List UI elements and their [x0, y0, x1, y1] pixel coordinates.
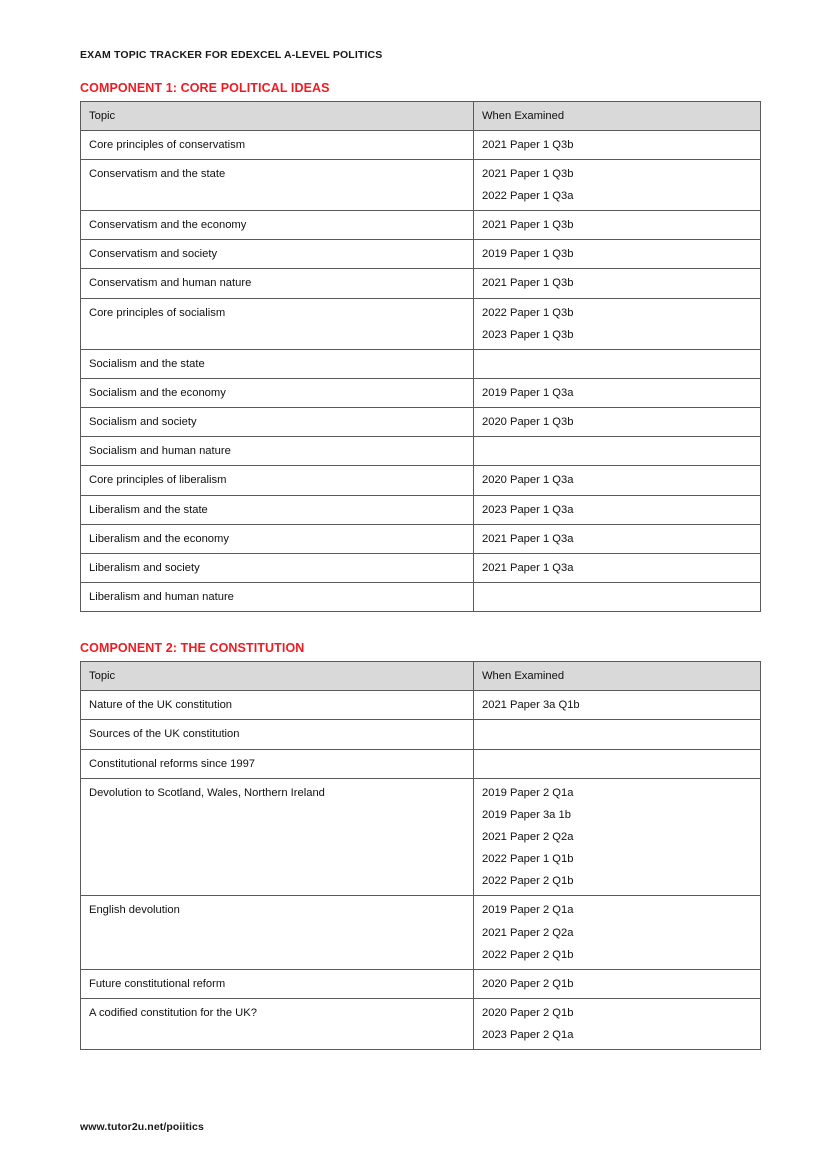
when-examined-entry: 2021 Paper 2 Q2a	[482, 926, 574, 939]
topic-cell: Conservatism and society	[81, 240, 474, 269]
table-row	[81, 466, 761, 495]
table-row	[81, 998, 761, 1049]
column-header-when-examined: When Examined	[474, 101, 761, 130]
table-row	[81, 691, 761, 720]
component-heading: COMPONENT 2: THE CONSTITUTION	[80, 641, 305, 656]
table-row	[81, 269, 761, 298]
topic-cell: Socialism and society	[81, 408, 474, 437]
table-row	[81, 896, 761, 969]
when-examined-entry: 2021 Paper 1 Q3b	[482, 219, 574, 232]
when-examined-cell	[474, 269, 761, 298]
topic-cell: Conservatism and the economy	[81, 211, 474, 240]
footer-url: www.tutor2u.net/poiitics	[80, 1121, 204, 1133]
when-examined-cell	[474, 998, 761, 1049]
table-row	[81, 969, 761, 998]
topic-cell: Liberalism and the economy	[81, 524, 474, 553]
when-examined-entry: 2023 Paper 2 Q1a	[482, 1029, 574, 1042]
table-row	[81, 437, 761, 466]
when-examined-entry: 2022 Paper 2 Q1b	[482, 948, 574, 961]
when-examined-entry: 2022 Paper 1 Q3a	[482, 190, 574, 203]
table-row	[81, 130, 761, 159]
when-examined-entry: 2020 Paper 1 Q3b	[482, 416, 574, 429]
when-examined-entry: 2019 Paper 1 Q3a	[482, 387, 574, 399]
when-examined-empty	[482, 725, 753, 743]
when-examined-cell	[474, 130, 761, 159]
section-spacer	[80, 612, 760, 641]
topic-cell: Conservatism and the state	[81, 159, 474, 210]
when-examined-empty	[482, 588, 753, 606]
table-header-row	[81, 662, 761, 691]
when-examined-entry: 2019 Paper 2 Q1a	[482, 904, 574, 917]
when-examined-entry: 2019 Paper 1 Q3b	[482, 248, 574, 261]
topic-cell: Liberalism and human nature	[81, 582, 474, 611]
topic-cell: Nature of the UK constitution	[81, 691, 474, 720]
table-row	[81, 240, 761, 269]
when-examined-entry: 2021 Paper 1 Q3a	[482, 532, 574, 545]
table-row	[81, 720, 761, 749]
table-row	[81, 582, 761, 611]
exam-topic-table	[80, 661, 761, 1050]
topic-cell: Devolution to Scotland, Wales, Northern Ireland	[81, 778, 474, 896]
when-examined-entry: 2019 Paper 2 Q1a	[482, 786, 574, 799]
when-examined-cell	[474, 466, 761, 495]
when-examined-entry: 2022 Paper 1 Q3b	[482, 306, 574, 319]
when-examined-cell	[474, 437, 761, 466]
when-examined-entry: 2023 Paper 1 Q3b	[482, 328, 574, 341]
table-row	[81, 159, 761, 210]
when-examined-empty	[482, 355, 753, 373]
table-row	[81, 298, 761, 349]
when-examined-empty	[482, 442, 753, 460]
when-examined-cell	[474, 969, 761, 998]
topic-cell: Core principles of liberalism	[81, 466, 474, 495]
column-header-topic: Topic	[81, 101, 474, 130]
when-examined-entry: 2020 Paper 1 Q3a	[482, 474, 574, 487]
table-row	[81, 749, 761, 778]
when-examined-cell	[474, 408, 761, 437]
exam-topic-table	[80, 101, 761, 613]
when-examined-entry: 2021 Paper 2 Q2a	[482, 830, 574, 843]
topic-cell: Sources of the UK constitution	[81, 720, 474, 749]
when-examined-entry: 2021 Paper 1 Q3b	[482, 167, 574, 180]
when-examined-cell	[474, 582, 761, 611]
table-row	[81, 408, 761, 437]
when-examined-entry: 2020 Paper 2 Q1b	[482, 977, 574, 990]
column-header-when-examined: When Examined	[474, 662, 761, 691]
when-examined-entry: 2023 Paper 1 Q3a	[482, 503, 574, 516]
when-examined-cell	[474, 159, 761, 210]
when-examined-entry: 2021 Paper 1 Q3b	[482, 277, 574, 290]
table-row	[81, 553, 761, 582]
when-examined-entry: 2019 Paper 3a 1b	[482, 808, 571, 821]
topic-cell: Future constitutional reform	[81, 969, 474, 998]
when-examined-cell	[474, 211, 761, 240]
when-examined-entry: 2022 Paper 2 Q1b	[482, 875, 574, 888]
topic-cell: Socialism and human nature	[81, 437, 474, 466]
table-row	[81, 778, 761, 896]
when-examined-cell	[474, 720, 761, 749]
when-examined-cell	[474, 749, 761, 778]
when-examined-cell	[474, 240, 761, 269]
column-header-topic: Topic	[81, 662, 474, 691]
when-examined-cell	[474, 778, 761, 896]
topic-cell: English devolution	[81, 896, 474, 969]
when-examined-cell	[474, 691, 761, 720]
table-header-row	[81, 101, 761, 130]
topic-cell: Liberalism and the state	[81, 495, 474, 524]
topic-cell: Conservatism and human nature	[81, 269, 474, 298]
table-row	[81, 495, 761, 524]
topic-cell: Core principles of socialism	[81, 298, 474, 349]
when-examined-cell	[474, 349, 761, 378]
when-examined-entry: 2021 Paper 1 Q3a	[482, 561, 574, 574]
when-examined-cell	[474, 524, 761, 553]
when-examined-entry: 2021 Paper 3a Q1b	[482, 699, 580, 712]
topic-cell: A codified constitution for the UK?	[81, 998, 474, 1049]
topic-cell: Core principles of conservatism	[81, 130, 474, 159]
table-row	[81, 349, 761, 378]
topic-cell: Constitutional reforms since 1997	[81, 749, 474, 778]
table-row	[81, 211, 761, 240]
when-examined-entry: 2021 Paper 1 Q3b	[482, 138, 574, 151]
when-examined-cell	[474, 379, 761, 408]
when-examined-cell	[474, 495, 761, 524]
when-examined-empty	[482, 755, 753, 773]
topic-cell: Socialism and the economy	[81, 379, 474, 408]
sections-container	[80, 81, 760, 1051]
when-examined-entry: 2022 Paper 1 Q1b	[482, 853, 574, 866]
when-examined-cell	[474, 896, 761, 969]
table-row	[81, 379, 761, 408]
table-row	[81, 524, 761, 553]
topic-cell: Liberalism and society	[81, 553, 474, 582]
page-title: EXAM TOPIC TRACKER FOR EDEXCEL A-LEVEL POLITICS	[80, 49, 383, 61]
topic-cell: Socialism and the state	[81, 349, 474, 378]
when-examined-cell	[474, 298, 761, 349]
when-examined-cell	[474, 553, 761, 582]
component-heading: COMPONENT 1: CORE POLITICAL IDEAS	[80, 80, 330, 95]
when-examined-entry: 2020 Paper 2 Q1b	[482, 1006, 574, 1019]
